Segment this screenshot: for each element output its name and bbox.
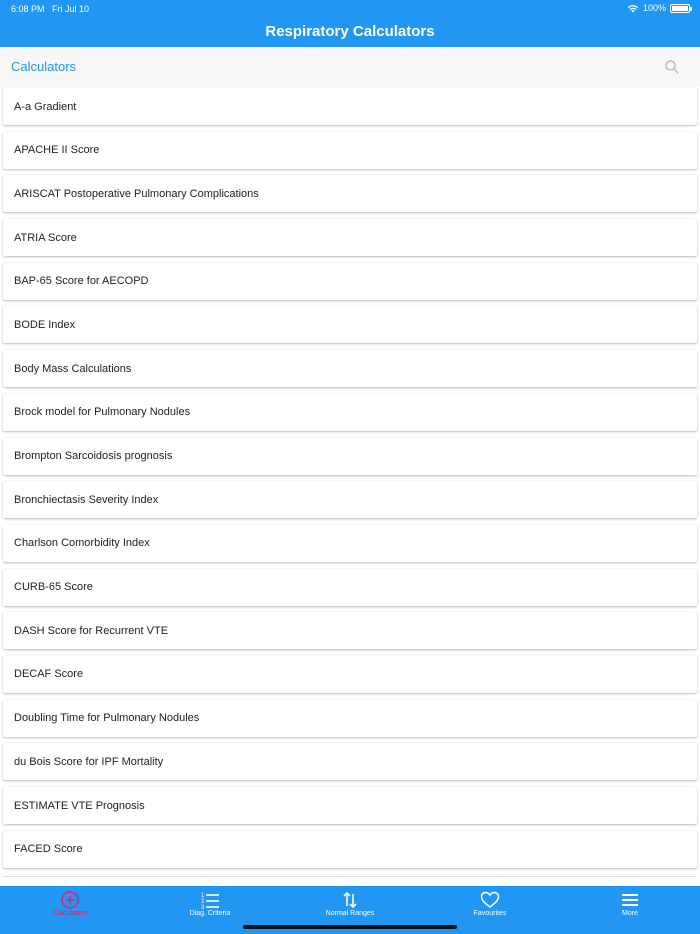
list-item[interactable] (3, 263, 697, 300)
menu-icon (620, 890, 640, 910)
status-date: Fri Jul 10 (52, 4, 90, 14)
list-item-label: ATRIA Score (14, 231, 77, 244)
list-item-label: FACED Score (14, 843, 83, 856)
list-item-label: BODE Index (14, 318, 76, 331)
list-item-label: du Bois Score for IPF Mortality (14, 755, 164, 768)
list-item-label: A-a Gradient (14, 100, 77, 113)
wifi-icon (627, 4, 639, 13)
subheader (0, 47, 700, 87)
battery-percent: 100% (642, 3, 666, 13)
svg-text:1: 1 (201, 893, 205, 899)
list-item-label: DECAF Score (14, 668, 84, 681)
list-item-label: Bronchiectasis Severity Index (14, 493, 159, 506)
tab-label: More (622, 910, 638, 917)
list-item-label: Doubling Time for Pulmonary Nodules (14, 712, 200, 725)
list-icon (200, 890, 220, 910)
list-item[interactable] (3, 132, 697, 169)
svg-text:3: 3 (201, 905, 205, 910)
list-item-label: Charlson Comorbidity Index (14, 537, 150, 550)
list-item-label: APACHE II Score (14, 144, 100, 157)
tab-label: Normal Ranges (325, 910, 375, 917)
list-item[interactable] (3, 175, 697, 212)
tab-calculators[interactable] (0, 886, 140, 934)
list-item[interactable] (3, 831, 697, 868)
tab-more[interactable] (560, 886, 700, 934)
status-bar (0, 0, 700, 16)
list-item-label: Body Mass Calculations (14, 362, 132, 375)
list-item[interactable] (3, 394, 697, 431)
list-item-label: ESTIMATE VTE Prognosis (14, 799, 145, 812)
status-time: 6:08 PM (11, 4, 45, 14)
list-item[interactable] (3, 612, 697, 649)
tab-label: Calculators (52, 910, 88, 917)
list-item[interactable] (3, 656, 697, 693)
heart-icon (480, 890, 500, 910)
list-item[interactable] (3, 787, 697, 824)
list-item-label: DASH Score for Recurrent VTE (14, 624, 169, 637)
list-item[interactable] (3, 88, 697, 125)
svg-text:2: 2 (201, 899, 205, 905)
list-item-label: ARISCAT Postoperative Pulmonary Complications (14, 187, 259, 200)
calculator-icon (60, 890, 80, 910)
list-item-label: Brompton Sarcoidosis prognosis (14, 450, 173, 462)
list-item[interactable] (3, 306, 697, 343)
list-item[interactable] (3, 350, 697, 387)
list-item[interactable] (3, 481, 697, 518)
list-item-label: Brock model for Pulmonary Nodules (14, 406, 191, 419)
search-icon[interactable] (664, 59, 680, 75)
home-indicator[interactable] (243, 925, 457, 929)
battery-icon (670, 4, 690, 13)
sort-arrows-icon (340, 890, 360, 910)
app-header (0, 0, 700, 47)
calculator-list (3, 88, 697, 874)
list-item[interactable] (3, 700, 697, 737)
list-item[interactable] (3, 525, 697, 562)
list-item-label: BAP-65 Score for AECOPD (14, 275, 149, 288)
tab-label: Diag. Criteria (189, 910, 231, 917)
list-item[interactable] (3, 569, 697, 606)
section-title: Calculators (11, 59, 77, 74)
list-item[interactable] (3, 219, 697, 256)
tab-label: Favourites (473, 910, 507, 917)
page-title: Respiratory Calculators (265, 23, 435, 40)
list-item[interactable] (3, 743, 697, 780)
list-item[interactable] (3, 438, 697, 475)
status-indicators (627, 3, 690, 13)
list-item-label: CURB-65 Score (14, 581, 93, 594)
